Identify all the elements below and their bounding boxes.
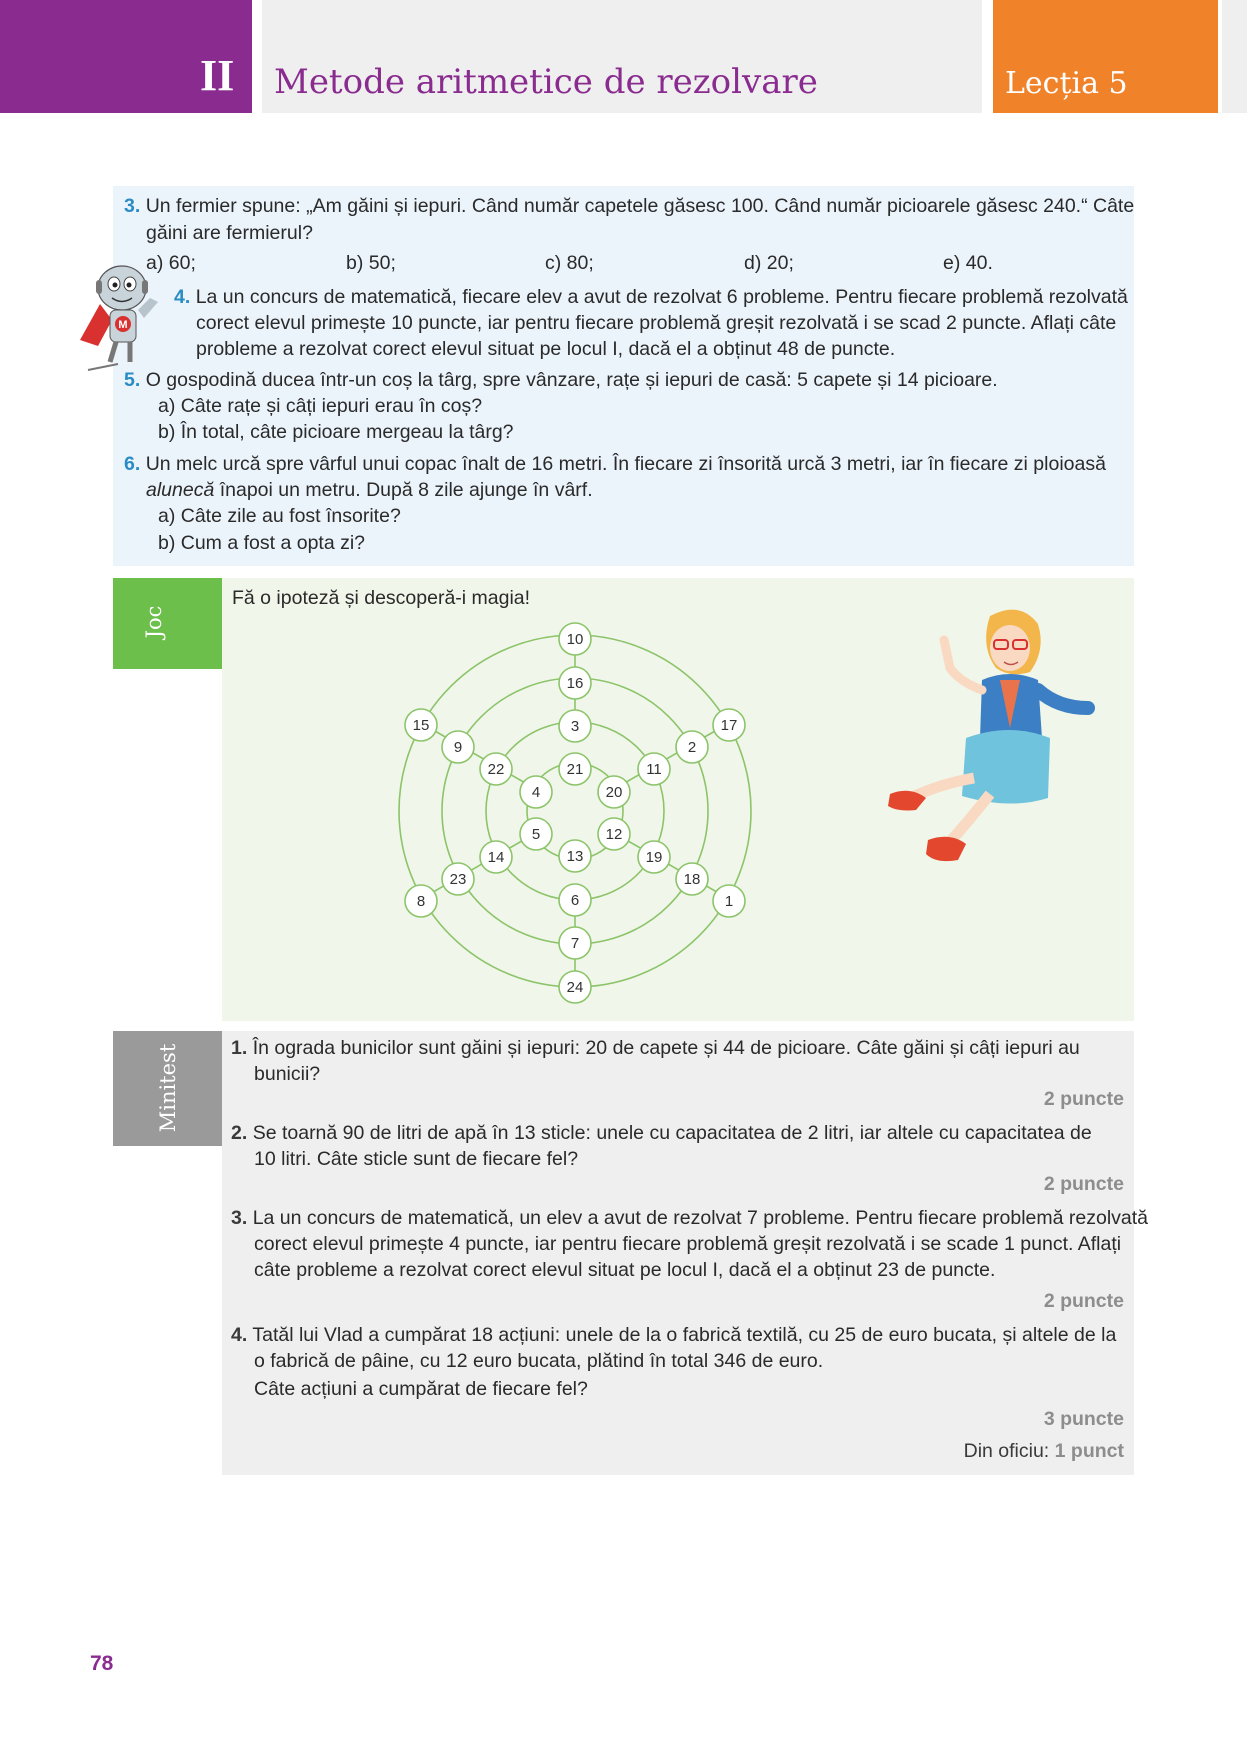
exercise-4-line-1: 4. La un concurs de matematică, fiecare elev a avut de rezolvat 6 probleme. Pentru fiecare problemă rezolvată: [174, 286, 1128, 308]
ring-3: [486, 722, 664, 900]
exercise-5-line-1: 5. O gospodină ducea într-un coș la târg, spre vânzare, rațe și iepuri de casă: 5 capete și 14 picioare.: [124, 369, 998, 391]
minitest-q3-line-2: corect elevul primește 4 puncte, iar pentru fiecare problemă greșit rezolvată i se scade 1 punct. Aflați: [254, 1233, 1122, 1255]
option-b: b) 50;: [346, 252, 396, 274]
node-number: 7: [570, 935, 580, 952]
minitest-tab-label: Minitest: [156, 1043, 180, 1133]
minitest-q1-points: 2 puncte: [1043, 1088, 1124, 1110]
question-number: 3.: [231, 1207, 248, 1229]
minitest-q1-line-2: bunicii?: [254, 1063, 321, 1085]
minitest-q1-line-1: 1. În ograda bunicilor sunt găini și iepuri: 20 de capete și 44 de picioare. Câte găini și câți iepuri au: [231, 1037, 1080, 1059]
minitest-q3-line-1: 3. La un concurs de matematică, un elev a avut de rezolvat 7 probleme. Pentru fiecare problemă rezolvată: [231, 1207, 1149, 1229]
node-number: 11: [646, 761, 662, 778]
node-number: 3: [570, 718, 580, 735]
node-number: 15: [412, 717, 430, 734]
question-number: 1.: [231, 1037, 248, 1059]
node-number: 18: [683, 871, 701, 888]
minitest-q2-line-1: 2. Se toarnă 90 de litri de apă în 13 sticle: unele cu capacitatea de 2 litri, iar altele cu capacitatea de: [231, 1122, 1092, 1144]
node-number: 16: [566, 675, 584, 692]
office-points-line: [964, 1440, 1124, 1463]
minitest-q4-points: 3 puncte: [1043, 1408, 1124, 1430]
exercise-6-b: b) Cum a fost a opta zi?: [158, 532, 366, 554]
node-number: 21: [566, 761, 584, 778]
number-nodes: [405, 623, 745, 1003]
node-number: 9: [453, 739, 463, 756]
exercise-3-line-1: 3. Un fermier spune: „Am găini și iepuri. Când număr capetele găsesc 100. Când număr picioarele găsesc 240.“ Câte: [124, 195, 1135, 217]
chapter-number: II: [200, 51, 235, 100]
lesson-label: Lecția 5: [1005, 66, 1128, 101]
game-instruction: Fă o ipoteză și descoperă-i magia!: [232, 587, 531, 609]
minitest-q2-points: 2 puncte: [1043, 1173, 1124, 1195]
node-number: 20: [605, 784, 623, 801]
option-a: a) 60;: [146, 252, 196, 274]
office-points: 1 punct: [1054, 1440, 1124, 1462]
minitest-q3-line-3: câte probleme a rezolvat corect elevul situat pe locul I, dacă el a obținut 23 de puncte.: [254, 1259, 996, 1281]
header-end-strip: [1222, 0, 1247, 113]
magic-circles-diagram: [380, 615, 770, 1005]
minitest-q3-points: 2 puncte: [1043, 1290, 1124, 1312]
node-number: 5: [531, 826, 541, 843]
minitest-q4-line-1: 4. Tatăl lui Vlad a cumpărat 18 acțiuni: unele de la o fabrică textilă, cu 25 de euro bucata, și altele de la: [231, 1324, 1117, 1346]
node-number: 13: [566, 848, 584, 865]
exercise-5-b: b) În total, câte picioare mergeau la târg?: [158, 421, 514, 443]
minitest-q2-line-2: 10 litri. Câte sticle sunt de fiecare fel?: [254, 1148, 579, 1170]
exercise-number: 3.: [124, 195, 141, 217]
node-number: 24: [566, 979, 584, 996]
girl-illustration: [870, 598, 1106, 876]
exercise-6-line-2: alunecă înapoi un metru. După 8 zile ajunge în vârf.: [146, 479, 593, 501]
node-number: 4: [531, 784, 541, 801]
node-number: 12: [605, 826, 623, 843]
exercise-5-a: a) Câte rațe și câți iepuri erau în coș?: [158, 395, 483, 417]
node-number: 19: [645, 849, 663, 866]
node-number: 8: [416, 893, 426, 910]
option-e: e) 40.: [943, 252, 993, 274]
question-number: 4.: [231, 1324, 248, 1346]
option-c: c) 80;: [545, 252, 594, 274]
node-number: 10: [566, 631, 584, 648]
exercise-6-line-1: 6. Un melc urcă spre vârful unui copac înalt de 16 metri. În fiecare zi însorită urcă 3 metri, iar în fiecare zi ploioasă: [124, 453, 1106, 475]
node-number: 6: [570, 892, 580, 909]
question-number: 2.: [231, 1122, 248, 1144]
exercise-6-a: a) Câte zile au fost însorite?: [158, 505, 401, 527]
minitest-q4-line-2: o fabrică de pâine, cu 12 euro bucata, plătind în total 346 de euro.: [254, 1350, 824, 1372]
robot-mascot-illustration: [78, 258, 164, 374]
exercise-number: 6.: [124, 453, 141, 475]
office-label: Din oficiu:: [963, 1440, 1050, 1462]
exercise-3-line-2: găini are fermierul?: [146, 222, 313, 244]
node-number: 14: [487, 849, 505, 866]
exercise-number: 5.: [124, 369, 141, 391]
minitest-q4-line-3: Câte acțiuni a cumpărat de fiecare fel?: [254, 1378, 588, 1400]
node-number: 2: [687, 739, 697, 756]
node-number: 23: [449, 871, 467, 888]
exercise-4-line-2: corect elevul primește 10 puncte, iar pentru fiecare problemă greșit rezolvată i se scad 2 puncte. Aflați câte: [196, 312, 1117, 334]
svg-text:M: M: [118, 319, 128, 331]
option-d: d) 20;: [744, 252, 794, 274]
game-tab-label: Joc: [142, 605, 166, 639]
page-number: 78: [90, 1652, 114, 1675]
exercise-number: 4.: [174, 286, 191, 308]
game-tab: [113, 578, 222, 669]
node-number: 17: [720, 717, 738, 734]
node-number: 22: [487, 761, 505, 778]
chapter-title: Metode aritmetice de rezolvare: [274, 62, 818, 102]
exercise-4-line-3: probleme a rezolvat corect elevul situat pe locul I, dacă el a obținut 48 de puncte.: [196, 338, 896, 360]
node-number: 1: [724, 893, 734, 910]
